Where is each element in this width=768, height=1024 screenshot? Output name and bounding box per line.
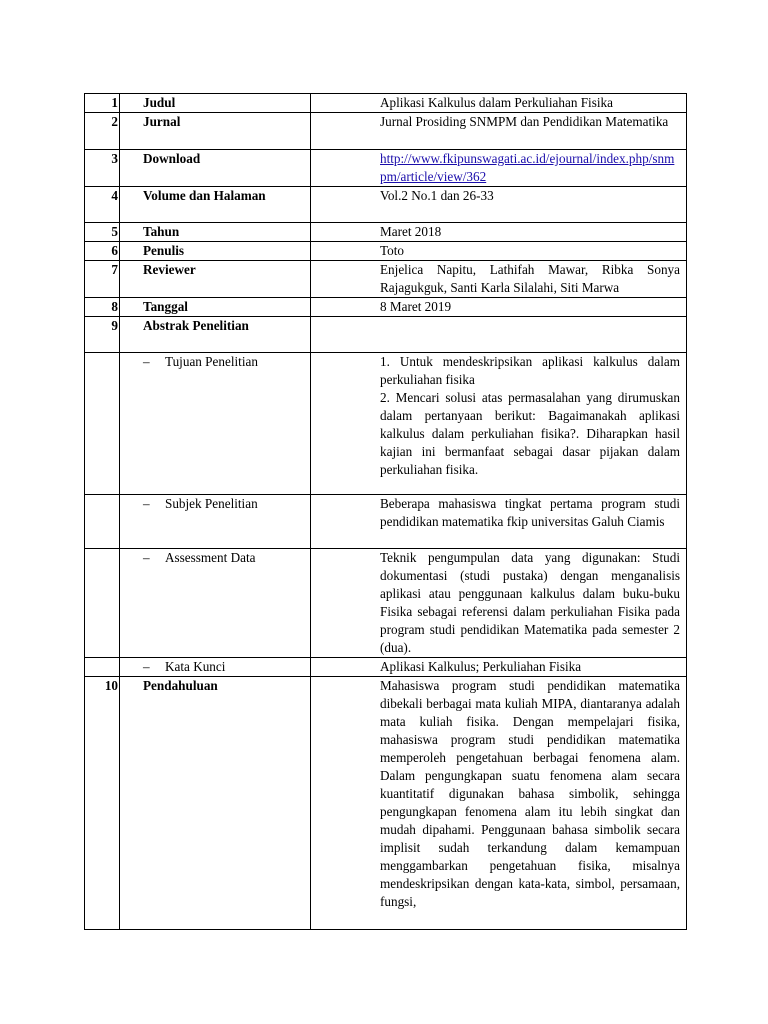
table-row (85, 187, 687, 223)
row-value-jurnal: Jurnal Prosiding SNMPM dan Pendidikan Matematika (311, 113, 687, 150)
row-label-tahun: Tahun (120, 223, 311, 242)
row-label-penulis: Penulis (120, 242, 311, 261)
row-value-pendahuluan: Mahasiswa program studi pendidikan matematika dibekali berbagai mata kuliah MIPA, diantaranya adalah mata kuliah fisika. Dengan mempelajari fisika, mahasiswa program studi pendidikan matematika memperoleh pengetahuan berbagai fenomena alam. Dalam pengungkapan suatu fenomena alam secara kuantitatif digunakan bahasa simbolik, sehingga pengungkapan fenomena alam itu lebih singkat dan mudah dipahami. Penggunaan bahasa simbolik secara implisit sudah terkandung dalam kemampuan menggambarkan pengetahuan fisika, misalnya mendeskripsikan dengan kata-kata, simbol, persamaan, fungsi, (311, 677, 687, 930)
row-label-download: Download (120, 150, 311, 187)
table-row (85, 261, 687, 298)
row-value-tujuan (311, 353, 687, 495)
row-value-judul: Aplikasi Kalkulus dalam Perkuliahan Fisika (311, 94, 687, 113)
tujuan-point-2: 2. Mencari solusi atas permasalahan yang dirumuskan dalam pertanyaan berikut: Bagaimanakah aplikasi kalkulus dalam perkuliahan fisika?. Diharapkan hasil kajian ini bermanfaat sebagai dasar pijakan dalam perkuliahan fisika. (380, 390, 680, 477)
row-value-kata-kunci: Aplikasi Kalkulus; Perkuliahan Fisika (311, 658, 687, 677)
row-number: 7 (85, 261, 120, 298)
row-label-tujuan-text: Tujuan Penelitian (165, 354, 258, 369)
row-value-tanggal: 8 Maret 2019 (311, 298, 687, 317)
row-number: 5 (85, 223, 120, 242)
row-label-subjek (120, 495, 311, 549)
row-number: 1 (85, 94, 120, 113)
row-label-judul: Judul (120, 94, 311, 113)
row-label-kata-kunci (120, 658, 311, 677)
table-row (85, 658, 687, 677)
dash-bullet: – (143, 550, 150, 565)
dash-bullet: – (143, 496, 150, 511)
table-row (85, 677, 687, 930)
row-label-pendahuluan: Pendahuluan (120, 677, 311, 930)
row-value-tahun: Maret 2018 (311, 223, 687, 242)
journal-review-table (84, 93, 687, 930)
row-value-penulis: Toto (311, 242, 687, 261)
row-label-subjek-text: Subjek Penelitian (165, 496, 258, 511)
table-row (85, 549, 687, 658)
row-label-abstrak: Abstrak Penelitian (120, 317, 311, 353)
row-number: 4 (85, 187, 120, 223)
row-label-assessment (120, 549, 311, 658)
table-row (85, 242, 687, 261)
row-label-volume: Volume dan Halaman (120, 187, 311, 223)
row-number: 8 (85, 298, 120, 317)
dash-bullet: – (143, 659, 150, 674)
table-row (85, 353, 687, 495)
row-number-empty (85, 353, 120, 495)
row-label-assessment-text: Assessment Data (165, 550, 256, 565)
row-value-subjek: Beberapa mahasiswa tingkat pertama program studi pendidikan matematika fkip universitas Galuh Ciamis (311, 495, 687, 549)
table-row (85, 113, 687, 150)
table-row (85, 150, 687, 187)
table-row (85, 94, 687, 113)
row-value-assessment: Teknik pengumpulan data yang digunakan: Studi dokumentasi (studi pustaka) dengan menganalisis aplikasi atau penggunaan kalkulus dalam buku-buku Fisika sebagai referensi dalam perkuliahan Fisika pada program studi pendidikan Matematika pada semester 2 (dua). (311, 549, 687, 658)
row-label-tanggal: Tanggal (120, 298, 311, 317)
row-number-empty (85, 658, 120, 677)
tujuan-point-1: 1. Untuk mendeskripsikan aplikasi kalkulus dalam perkuliahan fisika (380, 354, 680, 387)
table-row (85, 317, 687, 353)
row-label-tujuan (120, 353, 311, 495)
row-value-download (311, 150, 687, 187)
row-value-abstrak (311, 317, 687, 353)
row-value-reviewer: Enjelica Napitu, Lathifah Mawar, Ribka Sonya Rajagukguk, Santi Karla Silalahi, Siti Marwa (311, 261, 687, 298)
row-number: 2 (85, 113, 120, 150)
row-value-volume: Vol.2 No.1 dan 26-33 (311, 187, 687, 223)
row-label-jurnal: Jurnal (120, 113, 311, 150)
row-number: 10 (85, 677, 120, 930)
table-row (85, 495, 687, 549)
download-link[interactable]: http://www.fkipunswagati.ac.id/ejournal/index.php/snmpm/article/view/362 (380, 151, 675, 184)
row-number: 3 (85, 150, 120, 187)
table-row (85, 223, 687, 242)
dash-bullet: – (143, 354, 150, 369)
row-number: 6 (85, 242, 120, 261)
row-number: 9 (85, 317, 120, 353)
row-label-kata-kunci-text: Kata Kunci (165, 659, 226, 674)
row-number-empty (85, 549, 120, 658)
row-label-reviewer: Reviewer (120, 261, 311, 298)
table-row (85, 298, 687, 317)
row-number-empty (85, 495, 120, 549)
